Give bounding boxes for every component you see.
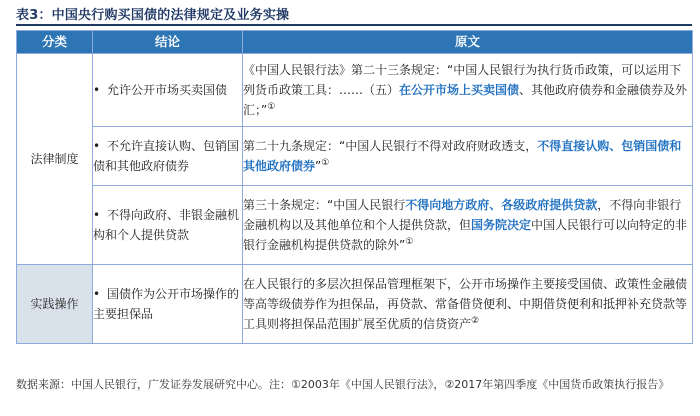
- orig-text: 在人民银行的多层次担保品管理框架下，公开市场操作主要接受国债、政策性金融债等高等级债券作为担保品，再贷款、常备借贷便利、中期借贷便利和抵押补充贷款等工具则将担保品范围扩展至优质的信贷资产: [243, 277, 688, 331]
- conclusion-cell: [93, 265, 243, 344]
- original-text-cell: [243, 186, 693, 265]
- orig-highlight: 不得直接认购、包销国债和其他政府债券: [243, 139, 682, 173]
- table-row: [17, 127, 693, 186]
- conclusion-cell: [93, 186, 243, 265]
- orig-text: 第三十条规定：“中国人民银行: [243, 198, 406, 212]
- orig-highlight: 在公开市场上买卖国债: [399, 83, 520, 97]
- bullet-icon: •: [93, 208, 101, 222]
- original-text-cell: [243, 127, 693, 186]
- table-row: [17, 265, 693, 344]
- footnote-ref: ①: [267, 102, 276, 112]
- conclusion-text: 国债作为公开市场操作的主要担保品: [93, 287, 240, 321]
- bullet-icon: •: [93, 83, 101, 97]
- orig-text: 、其他政府债券和金融债券及外汇；”: [243, 83, 688, 117]
- header-category: 分类: [17, 31, 93, 54]
- table-row: [17, 54, 693, 127]
- conclusion-text: 允许公开市场买卖国债: [107, 83, 228, 97]
- conclusion-cell: [93, 127, 243, 186]
- conclusion-text: 不允许直接认购、包销国债和其他政府债券: [93, 139, 240, 173]
- footnote-ref: ①: [405, 237, 414, 247]
- table-header-row: [17, 31, 693, 54]
- bullet-icon: •: [93, 287, 101, 301]
- table-row: [17, 186, 693, 265]
- header-conclusion: 结论: [93, 31, 243, 54]
- table-title: 表3：中国央行购买国债的法律规定及业务实操: [16, 8, 290, 23]
- orig-text: 中国人民银行可以向特定的非银行金融机构提供贷款的除外”: [243, 218, 688, 252]
- source-note: 数据来源：中国人民银行，广发证券发展研究中心。注：①2003年《中国人民银行法》，②2017年第四季度《中国货币政策执行报告》: [16, 378, 670, 391]
- conclusion-text: 不得向政府、非银金融机构和个人提供贷款: [93, 208, 240, 242]
- footnote-ref: ②: [471, 316, 480, 326]
- bullet-icon: •: [93, 139, 101, 153]
- orig-text: ”: [315, 159, 322, 173]
- orig-text: 第二十九条规定：“中国人民银行不得对政府财政透支，: [243, 139, 538, 153]
- orig-text: 《中国人民银行法》第二十三条规定：“中国人民银行为执行货币政策，可以运用下列货币政策工具：……（五）: [243, 63, 682, 97]
- orig-text: ，不得向非银行金融机构以及其他单位和个人提供贷款，但: [243, 198, 682, 232]
- title-divider: [16, 24, 692, 26]
- conclusion-cell: [93, 54, 243, 127]
- orig-highlight: 国务院决定: [471, 218, 532, 232]
- category-practice: 实践操作: [17, 265, 93, 344]
- footnote-ref: ①: [321, 158, 330, 168]
- original-text-cell: [243, 54, 693, 127]
- category-legal-system: 法律制度: [17, 54, 93, 265]
- orig-highlight: 不得向地方政府、各级政府提供贷款: [405, 198, 598, 212]
- header-original-text: 原文: [243, 31, 693, 54]
- original-text-cell: [243, 265, 693, 344]
- regulation-table: [16, 30, 693, 344]
